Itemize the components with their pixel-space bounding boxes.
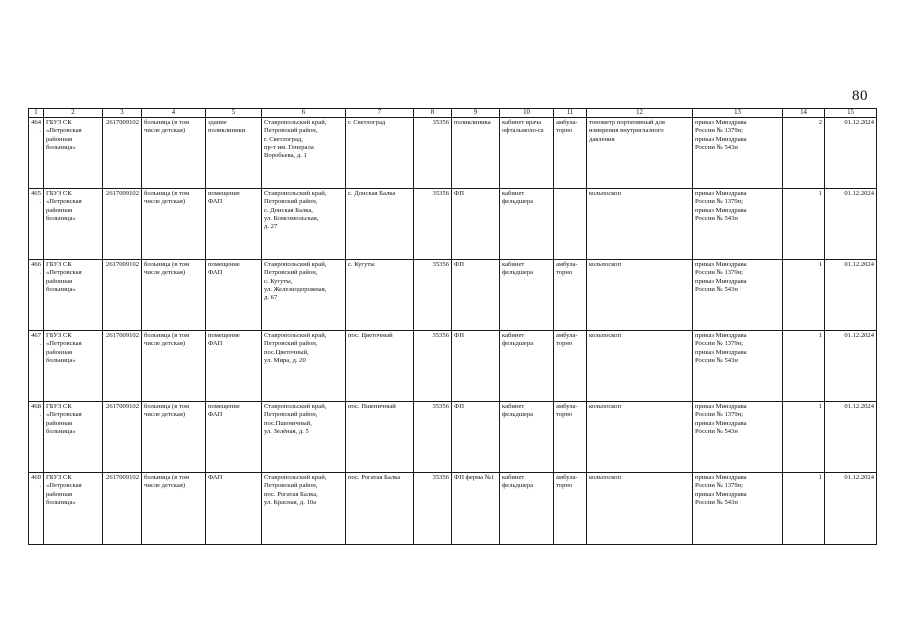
equipment-cell: кольпоскоп: [587, 402, 693, 473]
quantity-cell: 1: [783, 189, 825, 260]
date-cell: 01.12.2024: [825, 189, 877, 260]
unit-cell: ФП: [452, 331, 500, 402]
equipment-cell: тонометр портативный для измерения внутриглазного давления: [587, 118, 693, 189]
building-cell: помещение ФАП: [206, 331, 262, 402]
column-header: 2: [44, 109, 103, 118]
address-cell: Ставропольский край, Петровский район, с. Донская Балка, ул. Комсомольская, д. 27: [262, 189, 346, 260]
row-number: 464.: [29, 118, 44, 189]
organization-cell: ГБУЗ СК «Петровская районная больница»: [44, 189, 103, 260]
code-cell: 2617009102: [103, 473, 142, 545]
postcode-cell: 35356: [414, 473, 452, 545]
postcode-cell: 35356: [414, 189, 452, 260]
page-number: 80: [852, 88, 868, 104]
postcode-cell: 35356: [414, 118, 452, 189]
quantity-cell: 2: [783, 118, 825, 189]
code-cell: 2617009102: [103, 189, 142, 260]
building-cell: ФАП: [206, 473, 262, 545]
room-cell: кабинет фельдшера: [500, 260, 554, 331]
address-cell: Ставропольский край, Петровский район, пос. Рогатая Балка, ул. Красная, д. 10а: [262, 473, 346, 545]
unit-cell: ФП: [452, 402, 500, 473]
column-header: 9: [452, 109, 500, 118]
code-cell: 2617009102: [103, 118, 142, 189]
order-cell: приказ Минздрава России № 1379н; приказ Минздрава России № 543н: [693, 402, 783, 473]
table-row: [29, 473, 877, 545]
address-cell: Ставропольский край, Петровский район, г. Светлоград, пр-т им. Генерала Воробьева, д. 1: [262, 118, 346, 189]
date-cell: 01.12.2024: [825, 402, 877, 473]
code-cell: 2617009102: [103, 260, 142, 331]
equipment-table: [28, 108, 877, 545]
locality-cell: г. Светлоград: [346, 118, 414, 189]
building-cell: помещение ФАП: [206, 260, 262, 331]
care-type-cell: амбула- торно: [554, 473, 587, 545]
room-cell: кабинет фельдшера: [500, 402, 554, 473]
postcode-cell: 35356: [414, 260, 452, 331]
column-header: 3: [103, 109, 142, 118]
equipment-cell: кольпоскоп: [587, 331, 693, 402]
quantity-cell: 1: [783, 402, 825, 473]
row-number: 465.: [29, 189, 44, 260]
room-cell: кабинет фельдшера: [500, 473, 554, 545]
postcode-cell: 35356: [414, 331, 452, 402]
quantity-cell: 1: [783, 260, 825, 331]
table-row: [29, 118, 877, 189]
organization-cell: ГБУЗ СК «Петровская районная больница»: [44, 260, 103, 331]
date-cell: 01.12.2024: [825, 331, 877, 402]
locality-cell: с. Донская Балка: [346, 189, 414, 260]
order-cell: приказ Минздрава России № 1379н; приказ Минздрава России № 543н: [693, 189, 783, 260]
column-header: 1: [29, 109, 44, 118]
code-cell: 2617009102: [103, 331, 142, 402]
equipment-cell: кольпоскоп: [587, 260, 693, 331]
facility-type-cell: больница (в том числе детская): [142, 118, 206, 189]
date-cell: 01.12.2024: [825, 473, 877, 545]
address-cell: Ставропольский край, Петровский район, пос.Пшеничный, ул. Зелёная, д. 5: [262, 402, 346, 473]
row-number: 467.: [29, 331, 44, 402]
address-cell: Ставропольский край, Петровский район, пос.Цветочный, ул. Мира, д. 20: [262, 331, 346, 402]
code-cell: 2617009102: [103, 402, 142, 473]
organization-cell: ГБУЗ СК «Петровская районная больница»: [44, 402, 103, 473]
order-cell: приказ Минздрава России № 1379н; приказ Минздрава России № 543н: [693, 118, 783, 189]
care-type-cell: [554, 189, 587, 260]
date-cell: 01.12.2024: [825, 118, 877, 189]
table-row: [29, 260, 877, 331]
building-cell: помещение ФАП: [206, 402, 262, 473]
order-cell: приказ Минздрава России № 1379н; приказ Минздрава России № 543н: [693, 331, 783, 402]
column-header: 15: [825, 109, 877, 118]
building-cell: помещение ФАП: [206, 189, 262, 260]
row-number: 468.: [29, 402, 44, 473]
quantity-cell: 1: [783, 473, 825, 545]
care-type-cell: амбула- торно: [554, 402, 587, 473]
organization-cell: ГБУЗ СК «Петровская районная больница»: [44, 331, 103, 402]
table-row: [29, 189, 877, 260]
locality-cell: с. Кугуты: [346, 260, 414, 331]
facility-type-cell: больница (в том числе детская): [142, 331, 206, 402]
row-number: 466.: [29, 260, 44, 331]
column-header: 6: [262, 109, 346, 118]
address-cell: Ставропольский край, Петровский район, с. Кугуты, ул. Железнодорожная, д. 67: [262, 260, 346, 331]
care-type-cell: амбула- торно: [554, 260, 587, 331]
column-header: 13: [693, 109, 783, 118]
order-cell: приказ Минздрава России № 1379н; приказ Минздрава России № 543н: [693, 260, 783, 331]
equipment-cell: кольпоскоп: [587, 473, 693, 545]
table-row: [29, 331, 877, 402]
unit-cell: ФП ферма №1: [452, 473, 500, 545]
room-cell: кабинет фельдшера: [500, 189, 554, 260]
equipment-cell: кольпоскоп: [587, 189, 693, 260]
room-cell: кабинет врача офтальмоло-га: [500, 118, 554, 189]
care-type-cell: амбула- торно: [554, 118, 587, 189]
row-number: 469.: [29, 473, 44, 545]
locality-cell: пос. Пшеничный: [346, 402, 414, 473]
care-type-cell: амбула- торно: [554, 331, 587, 402]
unit-cell: ФП: [452, 189, 500, 260]
facility-type-cell: больница (в том числе детская): [142, 402, 206, 473]
column-header: 4: [142, 109, 206, 118]
building-cell: здание поликлиники: [206, 118, 262, 189]
facility-type-cell: больница (в том числе детская): [142, 189, 206, 260]
column-header: 12: [587, 109, 693, 118]
locality-cell: пос. Рогатая Балка: [346, 473, 414, 545]
room-cell: кабинет фельдшера: [500, 331, 554, 402]
unit-cell: поликлиника: [452, 118, 500, 189]
column-header: 5: [206, 109, 262, 118]
organization-cell: ГБУЗ СК «Петровская районная больница»: [44, 473, 103, 545]
organization-cell: ГБУЗ СК «Петровская районная больница»: [44, 118, 103, 189]
order-cell: приказ Минздрава России № 1379н; приказ Минздрава России № 543н: [693, 473, 783, 545]
facility-type-cell: больница (в том числе детская): [142, 260, 206, 331]
column-header: 14: [783, 109, 825, 118]
column-header: 7: [346, 109, 414, 118]
column-number-row: [29, 109, 877, 118]
locality-cell: пос. Цветочный: [346, 331, 414, 402]
date-cell: 01.12.2024: [825, 260, 877, 331]
column-header: 10: [500, 109, 554, 118]
column-header: 8: [414, 109, 452, 118]
column-header: 11: [554, 109, 587, 118]
postcode-cell: 35356: [414, 402, 452, 473]
table-row: [29, 402, 877, 473]
unit-cell: ФП: [452, 260, 500, 331]
quantity-cell: 1: [783, 331, 825, 402]
facility-type-cell: больница (в том числе детская): [142, 473, 206, 545]
